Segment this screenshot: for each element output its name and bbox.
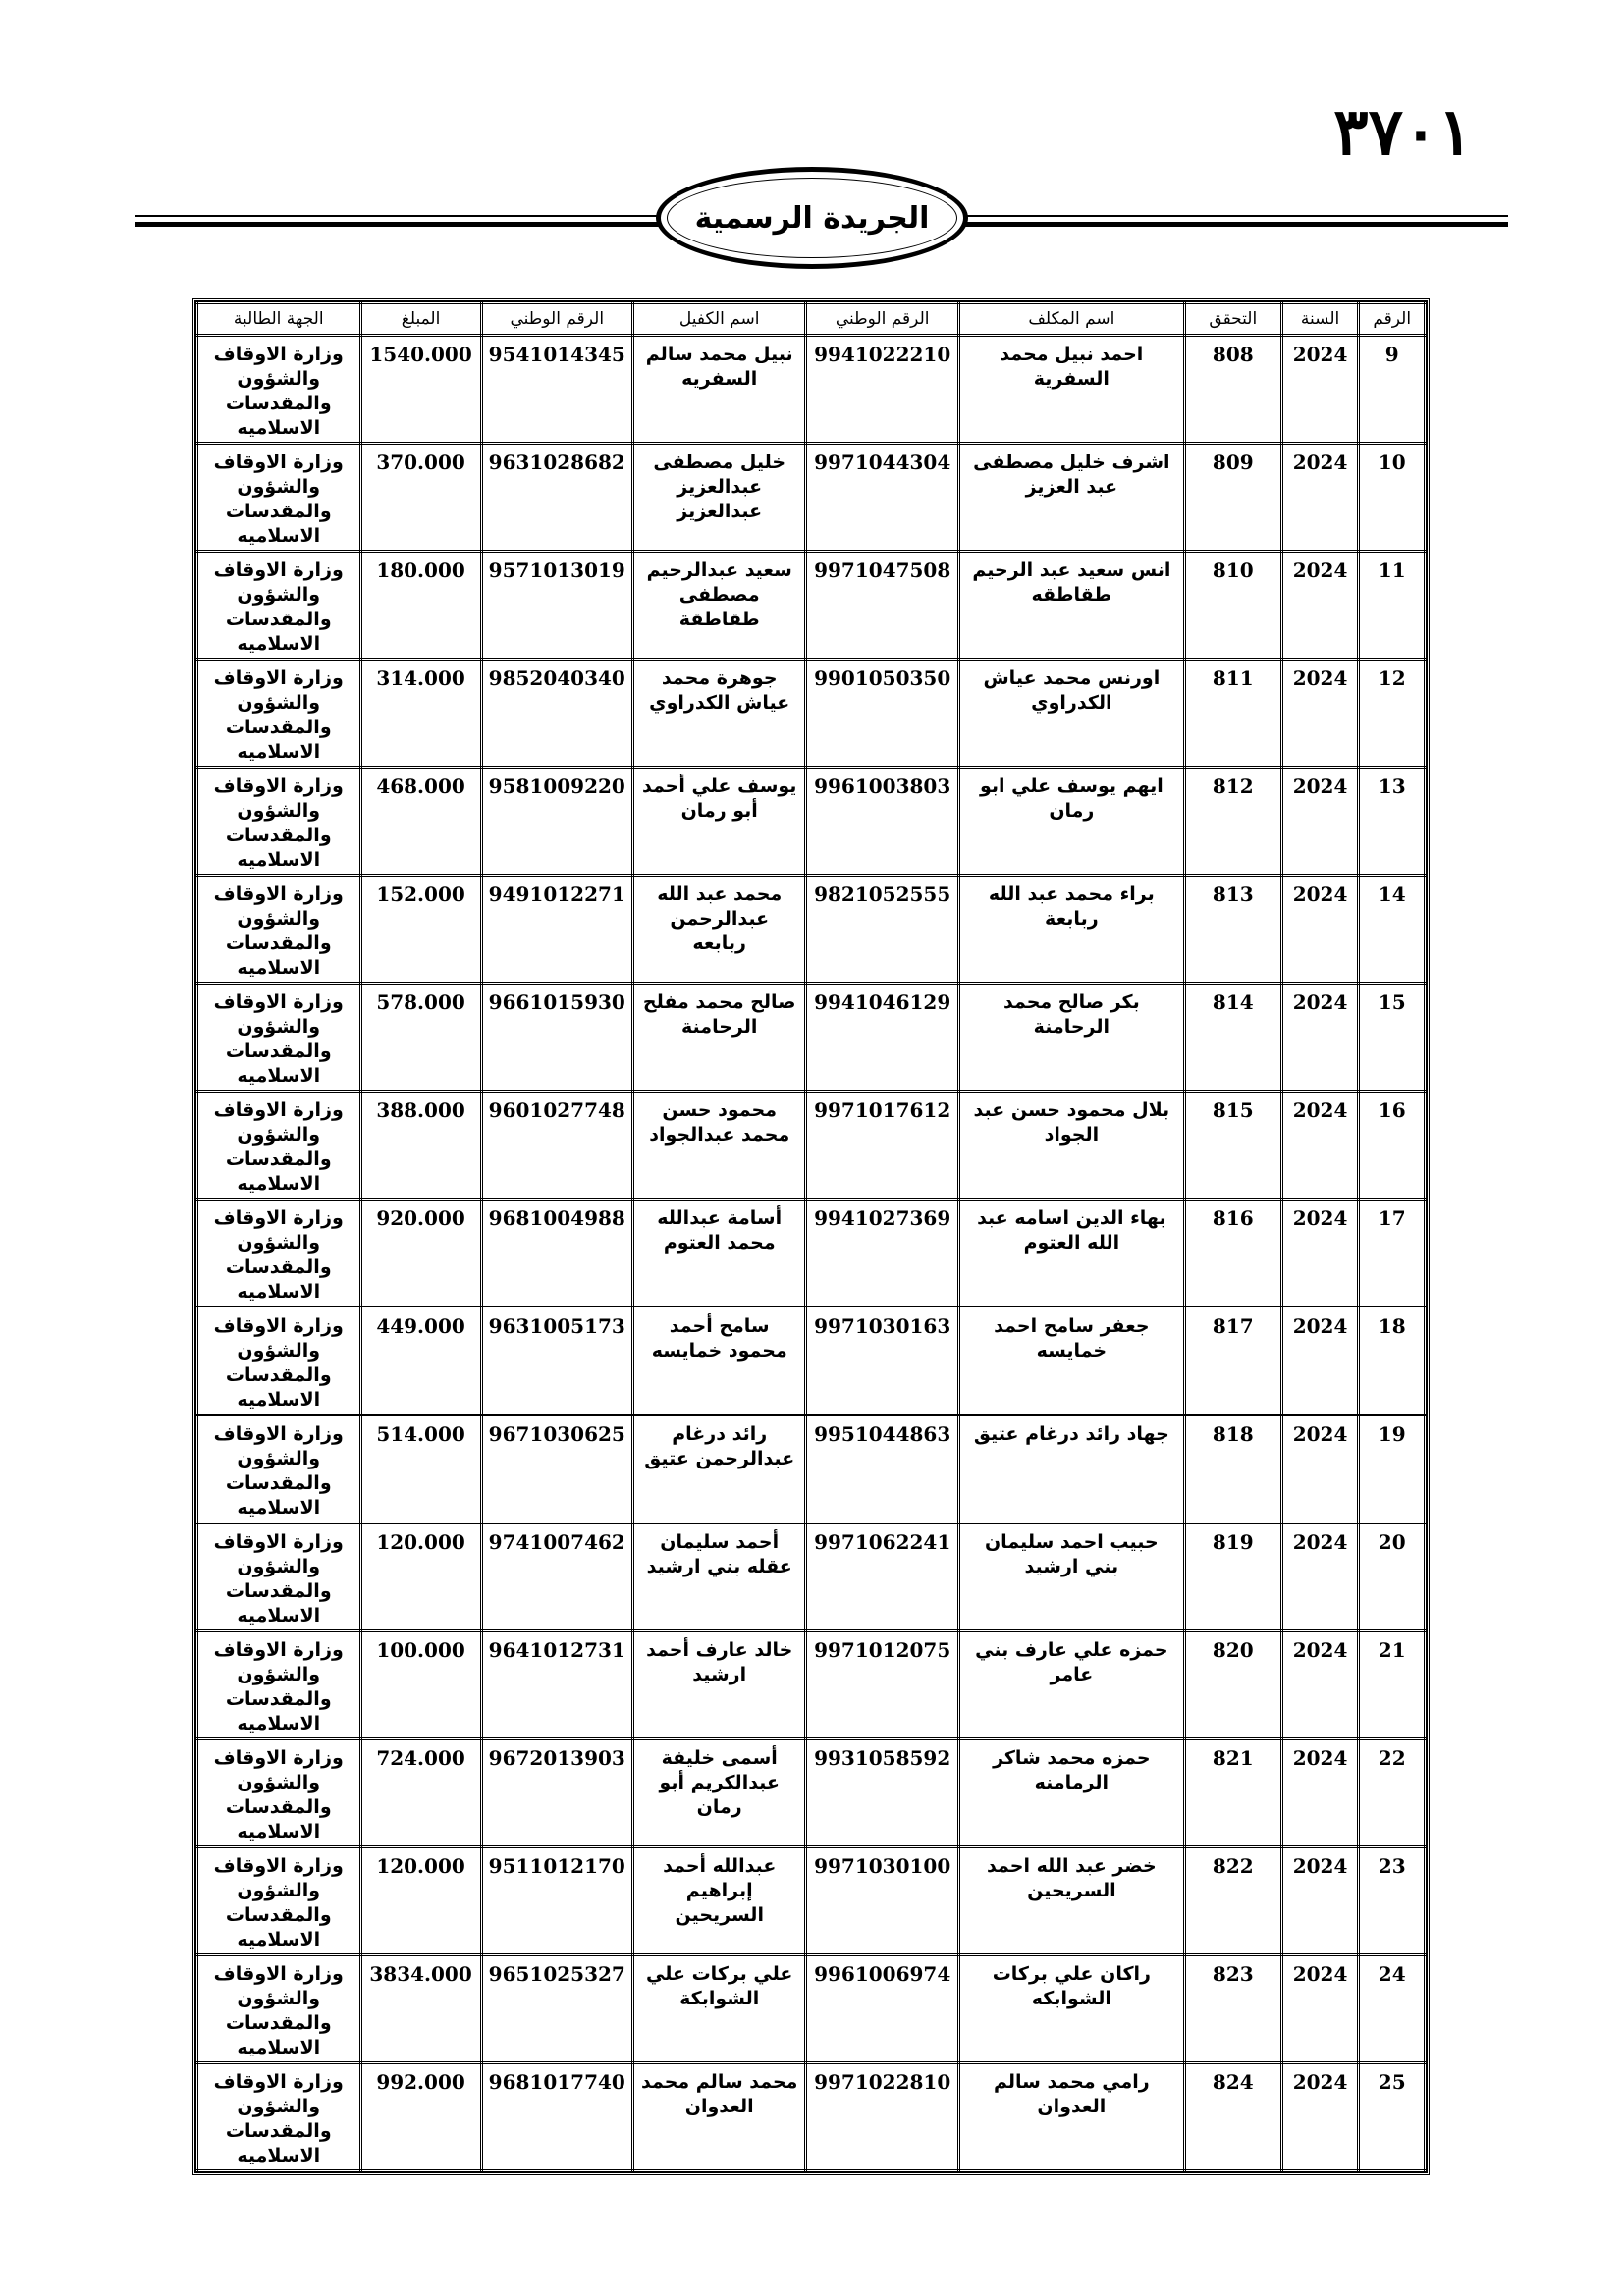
cell-national-id: 9941027369 [806, 1200, 958, 1308]
header-guarantor-national-id: الرقم الوطني [481, 303, 632, 336]
cell-name: احمد نبيل محمد السفرية [958, 336, 1184, 444]
cell-invoice: 821 [1184, 1739, 1281, 1847]
cell-guarantor: سامح أحمد محمود خمايسه [632, 1308, 806, 1415]
table-row [197, 1415, 1426, 1523]
cell-agency: وزارة الاوقاف والشؤون والمقدسات الاسلاميه [197, 2063, 361, 2171]
cell-guarantor-national-id: 9681004988 [481, 1200, 632, 1308]
cell-year: 2024 [1281, 444, 1359, 552]
cell-guarantor-national-id: 9601027748 [481, 1092, 632, 1200]
cell-guarantor-national-id: 9631005173 [481, 1308, 632, 1415]
cell-amount: 992.000 [360, 2063, 481, 2171]
cell-guarantor: رائد درغام عبدالرحمن عتيق [632, 1415, 806, 1523]
table-row [197, 1847, 1426, 1955]
cell-year: 2024 [1281, 768, 1359, 876]
cell-name: خضر عبد الله احمد السريحين [958, 1847, 1184, 1955]
cell-agency: وزارة الاوقاف والشؤون والمقدسات الاسلاميه [197, 1631, 361, 1739]
header-agency: الجهة الطالبة [197, 303, 361, 336]
cell-agency: وزارة الاوقاف والشؤون والمقدسات الاسلاميه [197, 1200, 361, 1308]
cell-index: 17 [1359, 1200, 1426, 1308]
cell-guarantor-national-id: 9741007462 [481, 1523, 632, 1631]
cell-national-id: 9971012075 [806, 1631, 958, 1739]
cell-guarantor: محمد عبد الله عبدالرحمن ربابعه [632, 876, 806, 984]
header-year: السنة [1281, 303, 1359, 336]
cell-invoice: 818 [1184, 1415, 1281, 1523]
cell-name: بكر صالح محمد الرحامنة [958, 984, 1184, 1092]
cell-index: 22 [1359, 1739, 1426, 1847]
cell-name: بهاء الدين اسامه عبد الله العتوم [958, 1200, 1184, 1308]
cell-invoice: 815 [1184, 1092, 1281, 1200]
cell-amount: 152.000 [360, 876, 481, 984]
cell-agency: وزارة الاوقاف والشؤون والمقدسات الاسلاميه [197, 1415, 361, 1523]
cell-guarantor-national-id: 9511012170 [481, 1847, 632, 1955]
page-number: ٣٧٠١ [1333, 93, 1473, 170]
cell-invoice: 816 [1184, 1200, 1281, 1308]
table-row [197, 1200, 1426, 1308]
cell-index: 21 [1359, 1631, 1426, 1739]
cell-agency: وزارة الاوقاف والشؤون والمقدسات الاسلاميه [197, 1523, 361, 1631]
cell-guarantor-national-id: 9491012271 [481, 876, 632, 984]
cell-year: 2024 [1281, 1631, 1359, 1739]
cell-national-id: 9901050350 [806, 660, 958, 768]
cell-name: اشرف خليل مصطفى عبد العزيز [958, 444, 1184, 552]
cell-amount: 920.000 [360, 1200, 481, 1308]
cell-name: حمزه علي عارف بني عامر [958, 1631, 1184, 1739]
cell-amount: 468.000 [360, 768, 481, 876]
cell-guarantor-national-id: 9571013019 [481, 552, 632, 660]
cell-invoice: 811 [1184, 660, 1281, 768]
cell-index: 10 [1359, 444, 1426, 552]
cell-index: 16 [1359, 1092, 1426, 1200]
cell-name: رامي محمد سالم العدوان [958, 2063, 1184, 2171]
cell-index: 19 [1359, 1415, 1426, 1523]
cell-year: 2024 [1281, 2063, 1359, 2171]
cell-national-id: 9971047508 [806, 552, 958, 660]
cell-guarantor-national-id: 9651025327 [481, 1955, 632, 2063]
header-guarantor: اسم الكفيل [632, 303, 806, 336]
table-header-row [197, 303, 1426, 336]
cell-guarantor-national-id: 9641012731 [481, 1631, 632, 1739]
table-row [197, 1523, 1426, 1631]
cell-index: 14 [1359, 876, 1426, 984]
table-row [197, 444, 1426, 552]
cell-national-id: 9941022210 [806, 336, 958, 444]
cell-name: حبيب احمد سليمان بني ارشيد [958, 1523, 1184, 1631]
cell-index: 20 [1359, 1523, 1426, 1631]
cell-guarantor: محمود حسن محمد عبدالجواد [632, 1092, 806, 1200]
cell-index: 12 [1359, 660, 1426, 768]
cell-name: انس سعيد عبد الرحيم طقاطقه [958, 552, 1184, 660]
cell-invoice: 817 [1184, 1308, 1281, 1415]
cell-amount: 180.000 [360, 552, 481, 660]
cell-year: 2024 [1281, 1200, 1359, 1308]
records-table [195, 301, 1427, 2172]
header-index: الرقم [1359, 303, 1426, 336]
cell-guarantor-national-id: 9661015930 [481, 984, 632, 1092]
cell-year: 2024 [1281, 336, 1359, 444]
cell-index: 25 [1359, 2063, 1426, 2171]
cell-agency: وزارة الاوقاف والشؤون والمقدسات الاسلاميه [197, 768, 361, 876]
cell-amount: 1540.000 [360, 336, 481, 444]
cell-guarantor-national-id: 9671030625 [481, 1415, 632, 1523]
table-row [197, 2063, 1426, 2171]
cell-index: 13 [1359, 768, 1426, 876]
cell-national-id: 9971062241 [806, 1523, 958, 1631]
cell-amount: 514.000 [360, 1415, 481, 1523]
cell-guarantor: سعيد عبدالرحيم مصطفى طقاطقة [632, 552, 806, 660]
cell-index: 24 [1359, 1955, 1426, 2063]
cell-year: 2024 [1281, 1092, 1359, 1200]
cell-national-id: 9971017612 [806, 1092, 958, 1200]
cell-guarantor: صالح محمد مفلح الرحامنة [632, 984, 806, 1092]
cell-guarantor: أحمد سليمان عقله بني ارشيد [632, 1523, 806, 1631]
cell-agency: وزارة الاوقاف والشؤون والمقدسات الاسلاميه [197, 1955, 361, 2063]
cell-guarantor-national-id: 9672013903 [481, 1739, 632, 1847]
cell-agency: وزارة الاوقاف والشؤون والمقدسات الاسلاميه [197, 1739, 361, 1847]
cell-index: 18 [1359, 1308, 1426, 1415]
cell-guarantor: أسامة عبدالله محمد العتوم [632, 1200, 806, 1308]
cell-agency: وزارة الاوقاف والشؤون والمقدسات الاسلاميه [197, 660, 361, 768]
cell-name: براء محمد عبد الله ربابعة [958, 876, 1184, 984]
cell-invoice: 810 [1184, 552, 1281, 660]
cell-amount: 120.000 [360, 1847, 481, 1955]
header-name: اسم المكلف [958, 303, 1184, 336]
cell-year: 2024 [1281, 1415, 1359, 1523]
cell-year: 2024 [1281, 1523, 1359, 1631]
cell-invoice: 813 [1184, 876, 1281, 984]
cell-name: جهاد رائد درغام عتيق [958, 1415, 1184, 1523]
cell-national-id: 9971030100 [806, 1847, 958, 1955]
cell-national-id: 9971044304 [806, 444, 958, 552]
table-row [197, 552, 1426, 660]
cell-name: راكان علي بركات الشوابكه [958, 1955, 1184, 2063]
table-row [197, 660, 1426, 768]
header-national-id: الرقم الوطني [806, 303, 958, 336]
cell-agency: وزارة الاوقاف والشؤون والمقدسات الاسلاميه [197, 1308, 361, 1415]
cell-agency: وزارة الاوقاف والشؤون والمقدسات الاسلاميه [197, 984, 361, 1092]
cell-national-id: 9821052555 [806, 876, 958, 984]
table-row [197, 1955, 1426, 2063]
cell-guarantor: محمد سالم محمد العدوان [632, 2063, 806, 2171]
cell-amount: 724.000 [360, 1739, 481, 1847]
cell-guarantor: علي بركات علي الشوابكة [632, 1955, 806, 2063]
cell-agency: وزارة الاوقاف والشؤون والمقدسات الاسلاميه [197, 1847, 361, 1955]
cell-invoice: 809 [1184, 444, 1281, 552]
cell-invoice: 820 [1184, 1631, 1281, 1739]
cell-guarantor-national-id: 9581009220 [481, 768, 632, 876]
cell-guarantor: خليل مصطفى عبدالعزيز عبدالعزيز [632, 444, 806, 552]
cell-amount: 314.000 [360, 660, 481, 768]
cell-index: 9 [1359, 336, 1426, 444]
cell-amount: 388.000 [360, 1092, 481, 1200]
cell-amount: 578.000 [360, 984, 481, 1092]
cell-guarantor: خالد عارف أحمد ارشيد [632, 1631, 806, 1739]
cell-name: ايهم يوسف علي ابو رمان [958, 768, 1184, 876]
cell-year: 2024 [1281, 1955, 1359, 2063]
cell-year: 2024 [1281, 1308, 1359, 1415]
cell-guarantor: جوهرة محمد عياش الكدراوي [632, 660, 806, 768]
cell-guarantor-national-id: 9681017740 [481, 2063, 632, 2171]
cell-agency: وزارة الاوقاف والشؤون والمقدسات الاسلاميه [197, 1092, 361, 1200]
cell-national-id: 9951044863 [806, 1415, 958, 1523]
cell-guarantor-national-id: 9852040340 [481, 660, 632, 768]
table-row [197, 768, 1426, 876]
cell-year: 2024 [1281, 1739, 1359, 1847]
cell-invoice: 808 [1184, 336, 1281, 444]
cell-index: 11 [1359, 552, 1426, 660]
table-row [197, 876, 1426, 984]
cell-national-id: 9931058592 [806, 1739, 958, 1847]
cell-invoice: 824 [1184, 2063, 1281, 2171]
cell-national-id: 9971022810 [806, 2063, 958, 2171]
cell-amount: 120.000 [360, 1523, 481, 1631]
table-body [197, 336, 1426, 2171]
cell-guarantor: يوسف علي أحمد أبو رمان [632, 768, 806, 876]
cell-year: 2024 [1281, 552, 1359, 660]
cell-name: بلال محمود حسن عبد الجواد [958, 1092, 1184, 1200]
cell-name: جعفر سامح احمد خمايسه [958, 1308, 1184, 1415]
cell-index: 23 [1359, 1847, 1426, 1955]
cell-amount: 370.000 [360, 444, 481, 552]
table-row [197, 1739, 1426, 1847]
cell-national-id: 9971030163 [806, 1308, 958, 1415]
cell-year: 2024 [1281, 660, 1359, 768]
records-table-frame [192, 298, 1430, 2175]
cell-guarantor-national-id: 9631028682 [481, 444, 632, 552]
cell-index: 15 [1359, 984, 1426, 1092]
cell-name: اورنس محمد عياش الكدراوي [958, 660, 1184, 768]
cell-amount: 449.000 [360, 1308, 481, 1415]
cell-agency: وزارة الاوقاف والشؤون والمقدسات الاسلاميه [197, 876, 361, 984]
cell-guarantor: نبيل محمد سالم السفريه [632, 336, 806, 444]
cell-agency: وزارة الاوقاف والشؤون والمقدسات الاسلاميه [197, 444, 361, 552]
cell-guarantor: عبدالله أحمد إبراهيم السريحين [632, 1847, 806, 1955]
cell-amount: 3834.000 [360, 1955, 481, 2063]
cell-guarantor-national-id: 9541014345 [481, 336, 632, 444]
cell-invoice: 823 [1184, 1955, 1281, 2063]
table-row [197, 1092, 1426, 1200]
masthead-oval [656, 167, 968, 269]
cell-invoice: 822 [1184, 1847, 1281, 1955]
table-row [197, 1631, 1426, 1739]
cell-invoice: 812 [1184, 768, 1281, 876]
table-row [197, 336, 1426, 444]
table-row [197, 1308, 1426, 1415]
cell-name: حمزه محمد شاكر الرمامنه [958, 1739, 1184, 1847]
cell-national-id: 9941046129 [806, 984, 958, 1092]
header-amount: المبلغ [360, 303, 481, 336]
table-row [197, 984, 1426, 1092]
cell-invoice: 814 [1184, 984, 1281, 1092]
cell-national-id: 9961003803 [806, 768, 958, 876]
cell-amount: 100.000 [360, 1631, 481, 1739]
cell-year: 2024 [1281, 876, 1359, 984]
header-invoice: التحقق [1184, 303, 1281, 336]
cell-national-id: 9961006974 [806, 1955, 958, 2063]
masthead-title: الجريدة الرسمية [694, 200, 930, 236]
cell-year: 2024 [1281, 1847, 1359, 1955]
cell-agency: وزارة الاوقاف والشؤون والمقدسات الاسلاميه [197, 336, 361, 444]
cell-agency: وزارة الاوقاف والشؤون والمقدسات الاسلاميه [197, 552, 361, 660]
cell-guarantor: أسمى خليفة عبدالكريم أبو رمان [632, 1739, 806, 1847]
cell-year: 2024 [1281, 984, 1359, 1092]
cell-invoice: 819 [1184, 1523, 1281, 1631]
